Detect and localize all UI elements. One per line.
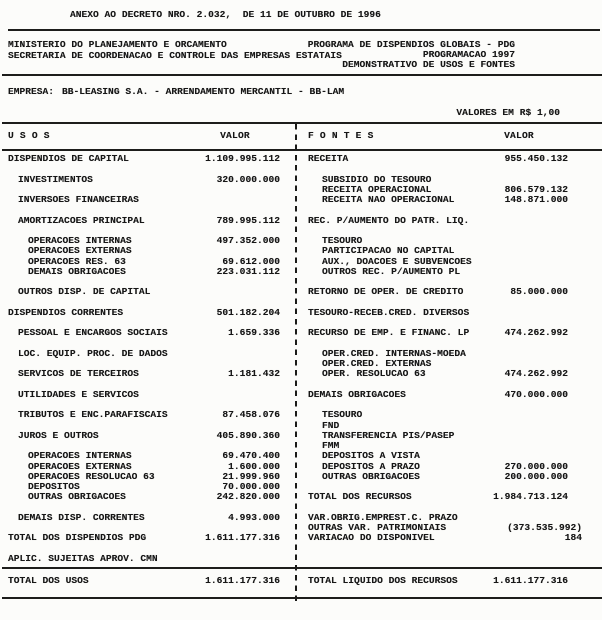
usos-label-cell: JUROS E OUTROS <box>18 429 99 441</box>
usos-value-cell: 69.612.000 <box>222 255 280 267</box>
total-fontes-label: TOTAL LIQUIDO DOS RECURSOS <box>308 575 458 586</box>
fontes-label-cell: RECEITA OPERACIONAL <box>322 183 432 195</box>
fontes-label-cell: OUTRAS VAR. PATRIMONIAIS <box>308 522 447 533</box>
fontes-label-cell: FND <box>322 419 340 431</box>
usos-label-cell: OPERACOES EXTERNAS <box>28 460 132 472</box>
ministry-line-1: MINISTERIO DO PLANEJAMENTO E ORCAMENTO <box>8 39 227 50</box>
fontes-value-cell <box>470 205 568 215</box>
usos-label-cell <box>8 164 190 174</box>
table-row <box>8 164 568 174</box>
usos-label-cell: DEMAIS OBRIGACOES <box>28 265 126 277</box>
usos-value-cell: 1.600.000 <box>228 460 280 472</box>
ministry-line-2: SECRETARIA DE COORDENACAO E CONTROLE DAS EMPRESAS ESTATAIS <box>8 50 342 61</box>
rule-above-columns <box>2 122 602 124</box>
usos-value-cell: 69.470.400 <box>222 450 280 462</box>
fontes-value-cell <box>470 236 568 246</box>
usos-label-cell: SERVICOS DE TERCEIROS <box>18 368 139 380</box>
fontes-label-cell: PARTICIPACAO NO CAPITAL <box>322 245 455 257</box>
fontes-label-cell: TOTAL DOS RECURSOS <box>308 491 412 503</box>
fontes-value-cell: 474.262.992 <box>504 368 568 380</box>
usos-value-cell: 497.352.000 <box>216 235 280 246</box>
table-row <box>8 451 568 461</box>
company-name: BB-LEASING S.A. - ARRENDAMENTO MERCANTIL - BB-LAM <box>62 86 345 97</box>
usos-value-cell: 87.458.076 <box>222 409 280 421</box>
table-row <box>8 175 568 185</box>
fontes-label-cell: RECURSO DE EMP. E FINANC. LP <box>308 327 470 339</box>
table-row <box>8 328 568 338</box>
fontes-value-cell <box>470 410 568 420</box>
table-row <box>8 287 568 297</box>
totals-row <box>8 576 568 586</box>
fontes-value-cell <box>470 451 568 461</box>
usos-label-cell: OPERACOES INTERNAS <box>28 450 132 462</box>
usos-value-cell: 1.109.995.112 <box>205 153 280 164</box>
total-fontes-value: 1.611.177.316 <box>493 575 568 586</box>
fontes-header: F O N T E S <box>308 130 374 141</box>
usos-label-cell: TRIBUTOS E ENC.PARAFISCAIS <box>18 409 168 421</box>
usos-value-cell <box>190 277 280 287</box>
table-row <box>8 216 568 226</box>
fontes-value-cell <box>470 308 568 318</box>
fontes-label-cell: TRANSFERENCIA PIS/PASEP <box>322 429 455 441</box>
rule-bottom <box>2 597 602 599</box>
usos-value-cell <box>190 390 280 400</box>
table-row <box>8 513 568 523</box>
fontes-value-cell: 200.000.000 <box>504 470 568 482</box>
valor-left-header: VALOR <box>220 130 250 141</box>
usos-value-cell: 789.995.112 <box>216 214 280 226</box>
usos-label-cell: DEMAIS DISP. CORRENTES <box>18 511 145 523</box>
usos-value-cell: 501.182.204 <box>216 306 280 318</box>
usos-label-cell: LOC. EQUIP. PROC. DE DADOS <box>18 347 168 359</box>
rule-top <box>8 29 600 31</box>
usos-label-cell: DISPENDIOS CORRENTES <box>8 306 124 318</box>
fontes-value-cell <box>470 267 568 277</box>
fontes-label-cell: TESOURO <box>322 235 363 246</box>
table-row <box>8 472 568 482</box>
fontes-label-cell: OPER.CRED. EXTERNAS <box>322 358 432 369</box>
fontes-label-cell <box>308 544 470 554</box>
rule-above-totals <box>2 567 602 569</box>
usos-value-cell: 21.999.960 <box>222 470 280 482</box>
fontes-value-cell: 474.262.992 <box>504 327 568 339</box>
rule-under-column-headers <box>2 149 602 151</box>
valor-right-header: VALOR <box>504 130 534 141</box>
fontes-label-cell: OUTROS REC. P/AUMENTO PL <box>322 265 461 277</box>
fontes-value-cell: 806.579.132 <box>504 183 568 195</box>
rule-under-header <box>2 74 602 76</box>
usos-label-cell: APLIC. SUJEITAS APROV. CMN <box>8 552 158 564</box>
usos-value-cell <box>190 287 280 297</box>
table-row <box>8 410 568 420</box>
fontes-label-cell: DEPOSITOS A PRAZO <box>322 460 420 472</box>
total-usos-value: 1.611.177.316 <box>205 575 280 586</box>
usos-value-cell: 1.611.177.316 <box>205 532 280 544</box>
usos-value-cell <box>190 349 280 359</box>
company-label: EMPRESA: <box>8 86 55 97</box>
usos-value-cell <box>190 380 280 390</box>
usos-header: U S O S <box>8 130 50 141</box>
usos-label-cell: DISPENDIOS DE CAPITAL <box>8 153 129 164</box>
table-body <box>8 153 582 564</box>
fontes-value-cell <box>470 400 568 410</box>
usos-value-cell <box>190 205 280 215</box>
fontes-value-cell <box>470 544 568 554</box>
column-header-row <box>8 131 568 141</box>
table-row <box>8 246 568 256</box>
fontes-value-cell <box>470 246 568 256</box>
usos-label-cell: INVERSOES FINANCEIRAS <box>18 194 139 205</box>
fontes-value-cell: 148.871.000 <box>504 194 568 205</box>
fontes-label-cell: VAR.OBRIG.EMPREST.C. PRAZO <box>308 511 458 523</box>
usos-value-cell: 405.890.360 <box>216 429 280 441</box>
usos-label-cell: AMORTIZACOES PRINCIPAL <box>18 214 145 226</box>
table-row <box>8 195 568 205</box>
fontes-value-cell: 1.984.713.124 <box>493 491 568 503</box>
table-row <box>8 431 568 441</box>
fontes-value-cell <box>470 164 568 174</box>
total-usos-label: TOTAL DOS USOS <box>8 575 89 586</box>
fontes-value-cell <box>470 431 568 441</box>
fontes-label-cell: RECEITA <box>308 153 349 164</box>
fontes-label-cell: TESOURO-RECEB.CRED. DIVERSOS <box>308 306 470 318</box>
usos-value-cell <box>190 246 280 256</box>
fontes-value-cell <box>470 421 568 431</box>
table-row <box>8 492 568 502</box>
fontes-value-cell <box>470 298 568 308</box>
fontes-label-cell: TESOURO <box>322 409 363 421</box>
fontes-label-cell <box>308 164 470 174</box>
table-row <box>8 205 568 215</box>
usos-value-cell: 242.820.000 <box>216 491 280 503</box>
fontes-value-cell: 184 <box>564 532 582 544</box>
table-row <box>8 390 568 400</box>
fontes-value-cell: (373.535.992) <box>507 522 582 533</box>
fontes-value-cell <box>470 226 568 236</box>
table-row <box>8 349 568 359</box>
usos-value-cell <box>190 339 280 349</box>
annex-title: ANEXO AO DECRETO NRO. 2.032, DE 11 DE OUTUBRO DE 1996 <box>70 9 381 20</box>
currency-note: VALORES EM R$ 1,00 <box>456 107 560 118</box>
fontes-value-cell: 955.450.132 <box>504 153 568 164</box>
usos-label-cell: DEPOSITOS <box>28 481 80 492</box>
usos-label-cell: OPERACOES RES. 63 <box>28 255 126 267</box>
table-row <box>8 308 568 318</box>
fontes-value-cell <box>470 339 568 349</box>
fontes-value-cell <box>470 216 568 226</box>
fontes-label-cell <box>308 554 470 564</box>
usos-value-cell: 1.659.336 <box>228 327 280 339</box>
usos-value-cell <box>190 164 280 174</box>
program-line-1: PROGRAMA DE DISPENDIOS GLOBAIS - PDG <box>307 39 515 50</box>
fontes-value-cell: 85.000.000 <box>510 286 568 298</box>
fontes-label-cell: RECEITA NAO OPERACIONAL <box>322 194 455 205</box>
fontes-value-cell <box>470 503 568 513</box>
usos-label-cell: OPERACOES EXTERNAS <box>28 245 132 257</box>
fontes-label-cell: VARIACAO DO DISPONIVEL <box>308 532 435 544</box>
fontes-value-cell <box>470 554 568 564</box>
fontes-value-cell <box>470 257 568 267</box>
fontes-label-cell: DEPOSITOS A VISTA <box>322 450 420 462</box>
fontes-label-cell: RETORNO DE OPER. DE CREDITO <box>308 286 464 298</box>
fontes-label-cell: OPER.CRED. INTERNAS-MOEDA <box>322 347 466 359</box>
fontes-value-cell <box>470 441 568 451</box>
table-row <box>8 532 582 544</box>
usos-label-cell: OPERACOES INTERNAS <box>28 235 132 246</box>
fontes-label-cell: SUBSIDIO DO TESOURO <box>322 173 432 185</box>
usos-label-cell: INVESTIMENTOS <box>18 173 93 185</box>
fontes-label-cell: FMM <box>322 440 340 451</box>
usos-value-cell: 4.993.000 <box>228 511 280 523</box>
usos-value-cell <box>190 195 280 205</box>
usos-label-cell: OUTROS DISP. DE CAPITAL <box>18 286 151 298</box>
usos-label-cell: TOTAL DOS DISPENDIOS PDG <box>8 532 147 544</box>
fontes-label-cell: OPER. RESOLUCAO 63 <box>322 368 426 380</box>
usos-label-cell: OUTRAS OBRIGACOES <box>28 491 126 503</box>
usos-label-cell: PESSOAL E ENCARGOS SOCIAIS <box>18 327 168 339</box>
table-row <box>8 267 568 277</box>
usos-value-cell <box>190 544 280 554</box>
program-line-2: PROGRAMACAO 1997 <box>422 49 515 60</box>
table-row <box>8 554 568 564</box>
fontes-value-cell: 270.000.000 <box>504 460 568 472</box>
fontes-label-cell: AUX., DOACOES E SUBVENCOES <box>322 255 472 267</box>
usos-value-cell: 1.181.432 <box>228 368 280 380</box>
usos-label-cell: OPERACOES RESOLUCAO 63 <box>28 470 155 482</box>
usos-value-cell: 70.000.000 <box>222 481 280 492</box>
fontes-label-cell: REC. P/AUMENTO DO PATR. LIQ. <box>308 214 470 226</box>
fontes-label-cell <box>308 205 470 215</box>
usos-label-cell <box>8 205 190 215</box>
fontes-label-cell: DEMAIS OBRIGACOES <box>308 388 406 400</box>
fontes-label-cell: OUTRAS OBRIGACOES <box>322 470 420 482</box>
table-row <box>8 369 568 379</box>
program-line-3: DEMONSTRATIVO DE USOS E FONTES <box>342 59 515 70</box>
usos-value-cell <box>190 554 280 564</box>
usos-value-cell <box>190 185 280 195</box>
fontes-value-cell: 470.000.000 <box>504 388 568 400</box>
usos-value-cell: 320.000.000 <box>216 173 280 185</box>
usos-value-cell: 223.031.112 <box>216 265 280 277</box>
fontes-value-cell <box>470 349 568 359</box>
usos-label-cell: UTILIDADES E SERVICOS <box>18 388 139 400</box>
table-row <box>8 154 568 164</box>
